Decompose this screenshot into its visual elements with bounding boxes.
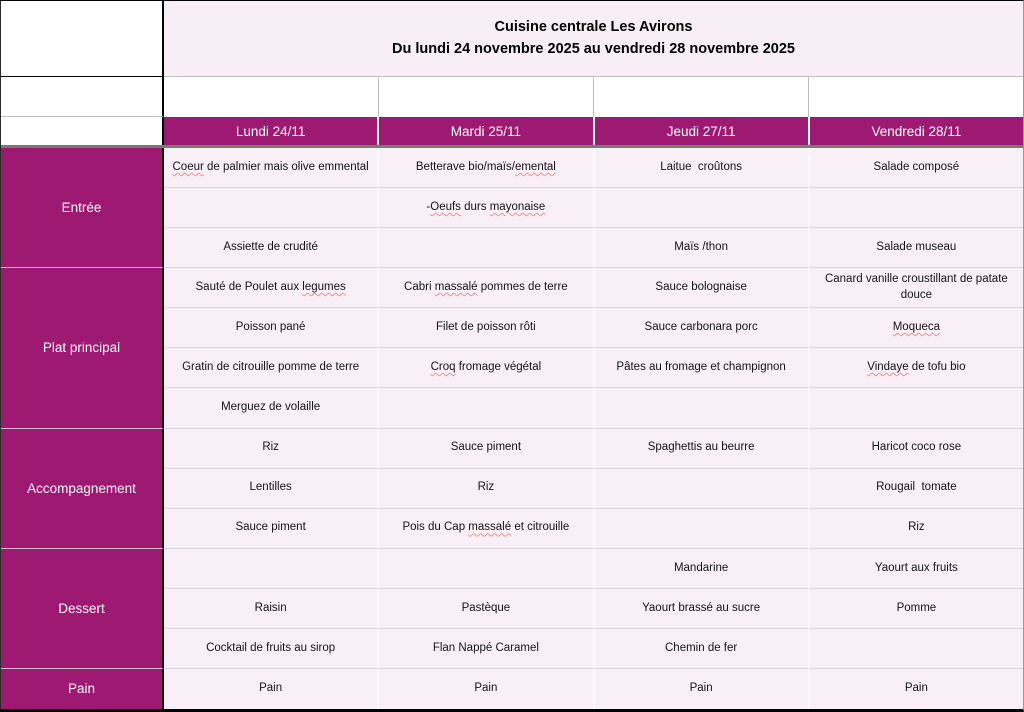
spacer-row [1,77,1023,117]
menu-cell: Riz [379,469,594,509]
top-left-blank-cell [1,1,164,77]
row-label-plat-principal: Plat principal [1,268,164,428]
menu-row [164,509,1023,549]
menu-cell [810,308,1023,348]
menu-row [164,348,1023,388]
page-title-line1: Cuisine centrale Les Avirons [494,19,693,36]
section-dessert [1,549,1023,669]
menu-cell: Poisson pané [164,308,379,348]
spacer-cell [379,77,594,117]
menu-row [164,549,1023,589]
menu-cell: Cocktail de fruits au sirop [164,629,379,669]
menu-row [164,429,1023,469]
misspelled-word: Coeur [172,160,204,173]
menu-cell: Riz [164,429,379,469]
spacer-left-blank-cell [1,77,164,117]
menu-row [164,188,1023,228]
menu-cell: Pois du Cap massalé et citrouille [379,509,594,549]
row-label-entree: Entrée [1,148,164,268]
section-rows-pain [164,669,1023,709]
menu-cell: Yaourt aux fruits [810,549,1023,589]
menu-row [164,388,1023,428]
misspelled-word: Moqueca [892,321,941,334]
menu-row [164,148,1023,188]
menu-cell: Pain [595,669,810,709]
menu-cell: Canard vanille croustillant de patate douce [810,268,1023,308]
menu-cell: Sauce piment [164,509,379,549]
row-label-dessert: Dessert [1,549,164,669]
menu-cell [810,629,1023,669]
menu-row [164,308,1023,348]
page-title-line2: Du lundi 24 novembre 2025 au vendredi 28 novembre 2025 [392,40,795,57]
misspelled-word: massalé [468,521,512,534]
section-rows-dessert [164,549,1023,669]
section-plat-principal [1,268,1023,428]
menu-row [164,268,1023,308]
menu-cell: Raisin [164,589,379,629]
menu-cell: Vindaye de tofu bio [810,348,1023,388]
menu-cell [164,188,379,228]
menu-cell: Sauce piment [379,429,594,469]
day-header-1: Lundi 24/11 [164,117,379,145]
menu-cell: Laitue croûtons [595,148,810,188]
menu-cell: Sauce bolognaise [595,268,810,308]
menu-cell: Assiette de crudité [164,228,379,268]
menu-cell [164,549,379,589]
menu-cell: Chemin de fer [595,629,810,669]
menu-cell: Salade composé [810,148,1023,188]
menu-cell: Pastèque [379,589,594,629]
menu-cell: Merguez de volaille [164,388,379,428]
menu-cell: Riz [810,509,1023,549]
menu-cell: Haricot coco rose [810,429,1023,469]
menu-body [1,148,1023,709]
section-rows-plat-principal [164,268,1023,428]
section-accompagnement [1,429,1023,549]
menu-cell: Betterave bio/maïs/ emental [379,148,594,188]
section-pain [1,669,1023,709]
row-label-pain: Pain [1,669,164,709]
menu-cell: Cabri massalé pommes de terre [379,268,594,308]
menu-cell: Croq fromage végétal [379,348,594,388]
day-header-2: Mardi 25/11 [379,117,594,145]
day-header-row [1,117,1023,148]
misspelled-word: Croq [430,361,456,374]
menu-cell: Flan Nappé Caramel [379,629,594,669]
misspelled-word: emental [514,160,556,173]
menu-cell: Sauce carbonara porc [595,308,810,348]
menu-cell: Pâtes au fromage et champignon [595,348,810,388]
menu-cell: Lentilles [164,469,379,509]
section-rows-entree [164,148,1023,268]
menu-cell [595,388,810,428]
title-row [1,1,1023,77]
spacer-cell [594,77,809,117]
section-entree [1,148,1023,268]
menu-cell: - Oeufs durs mayonaise [379,188,594,228]
menu-row [164,589,1023,629]
misspelled-word: legumes [302,281,346,293]
spacer-cell [809,77,1023,117]
day-header-3: Jeudi 27/11 [595,117,810,145]
menu-cell: Pain [810,669,1023,709]
menu-cell [595,509,810,549]
menu-cell: Yaourt brassé au sucre [595,589,810,629]
menu-cell: Spaghettis au beurre [595,429,810,469]
spacer-cell [164,77,379,117]
menu-cell: Pain [164,669,379,709]
menu-cell [595,469,810,509]
menu-cell [810,188,1023,228]
menu-cell [379,549,594,589]
menu-row [164,669,1023,709]
menu-cell: Pain [379,669,594,709]
section-rows-accompagnement [164,429,1023,549]
menu-row [164,228,1023,268]
menu-cell [379,228,594,268]
misspelled-word: massalé [434,281,478,293]
menu-cell: Pomme [810,589,1023,629]
menu-row [164,629,1023,669]
misspelled-word: Vindaye [867,361,909,374]
menu-cell: Mandarine [595,549,810,589]
menu-cell: Coeur de palmier mais olive emmental [164,148,379,188]
menu-cell: Rougail tomate [810,469,1023,509]
menu-cell: Gratin de citrouille pomme de terre [164,348,379,388]
menu-cell: Filet de poisson rôti [379,308,594,348]
menu-cell [810,388,1023,428]
page-title [164,1,1023,77]
menu-cell: Maïs /thon [595,228,810,268]
menu-cell [595,188,810,228]
menu-cell: Salade museau [810,228,1023,268]
day-header-4: Vendredi 28/11 [810,117,1023,145]
misspelled-word: Oeufs [430,200,461,213]
menu-cell [379,388,594,428]
misspelled-word: mayonaise [489,200,546,213]
menu-cell: Sauté de Poulet aux legumes [164,268,379,308]
day-header-left-blank-cell [1,117,164,145]
menu-row [164,469,1023,509]
row-label-accompagnement: Accompagnement [1,429,164,549]
